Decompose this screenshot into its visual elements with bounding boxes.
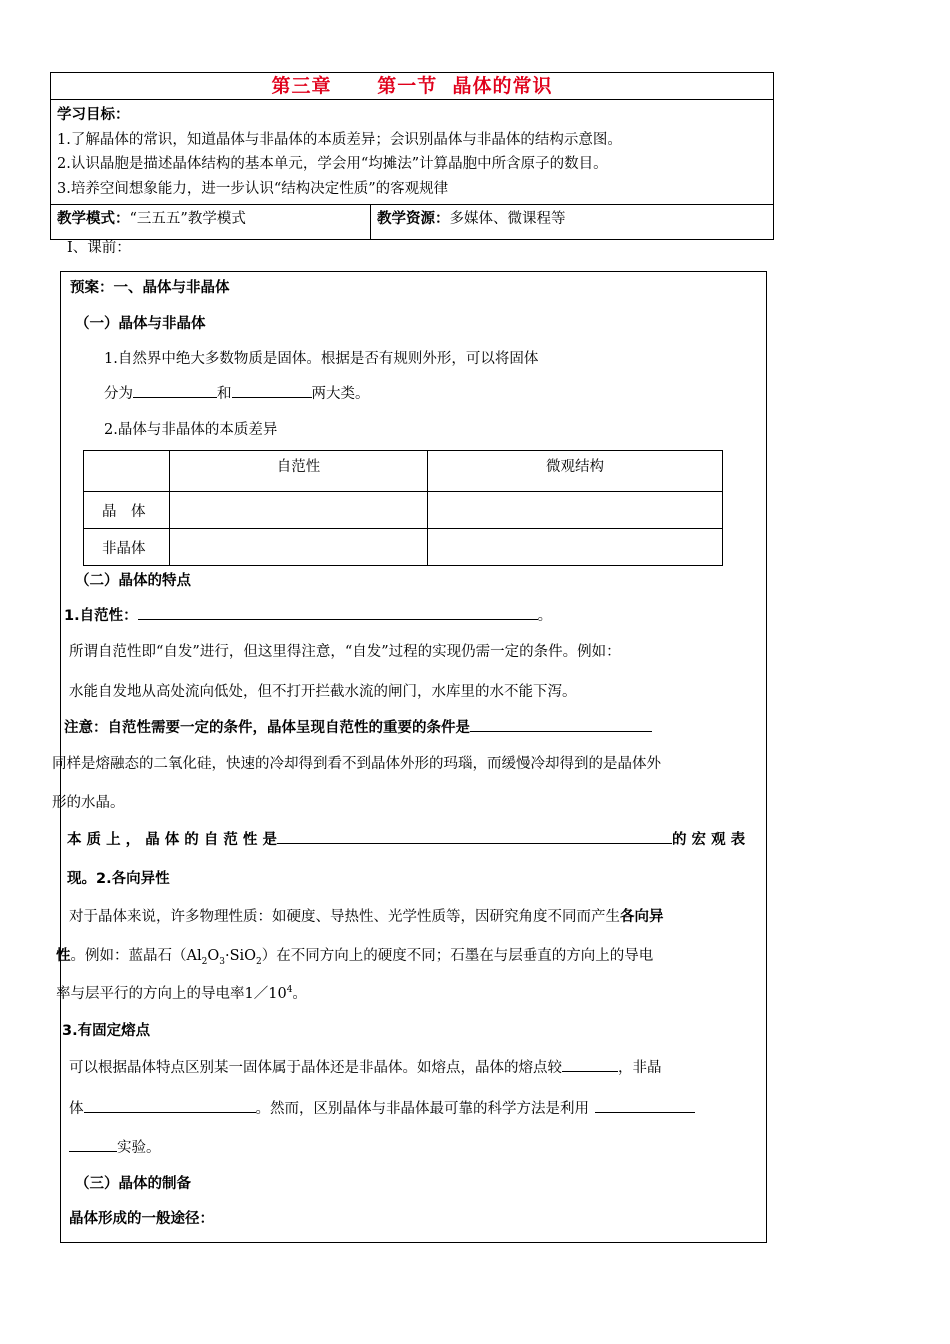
table-row-amorphous: 非晶体	[84, 529, 170, 566]
mode-cell	[51, 205, 371, 240]
goal-3: 3.培养空间想象能力，进一步认识“结构决定性质”的客观规律	[57, 180, 449, 197]
goal-2: 2.认识晶胞是描述晶体结构的基本单元，学会用“均摊法”计算晶胞中所含原子的数目。	[57, 156, 608, 172]
essence-end: 的 宏 观 表	[671, 832, 746, 848]
title-section: 第一节 晶体的常识	[377, 75, 553, 97]
note-para-1: 同样是熔融态的二氧化硅，快速的冷却得到看不到晶体外形的玛瑙，而缓慢冷却得到的是晶体外	[52, 756, 661, 772]
aniso-para-2	[56, 944, 653, 967]
para-1b	[104, 382, 370, 403]
mode-value: “三五五”教学模式	[129, 211, 246, 227]
para-1b-end: 两大类。	[311, 386, 370, 402]
aniso-term-2: 性	[56, 948, 71, 964]
mp-para-3	[69, 1136, 161, 1157]
cell-amorphous-self-form[interactable]	[170, 529, 428, 566]
aniso-term-1: 各向异	[620, 909, 664, 925]
title-chapter: 第三章	[271, 75, 332, 97]
trait-1-line	[64, 604, 552, 625]
para-1a: 1.自然界中绝大多数物质是固体。根据是否有规则外形，可以将固体	[104, 351, 539, 367]
cell-crystal-self-form[interactable]	[170, 492, 428, 529]
goal-1: 1.了解晶体的常识，知道晶体与非晶体的本质差异；会识别晶体与非晶体的结构示意图。	[57, 131, 622, 148]
mp-text-3: 实验。	[117, 1140, 161, 1156]
para-1b-start: 分为	[104, 386, 133, 402]
oxygen: O	[207, 948, 220, 964]
note-text: 注意：自范性需要一定的条件，晶体呈现自范性的重要的条件是	[64, 720, 470, 736]
preview-heading: 预案：一、晶体与非晶体	[70, 280, 230, 296]
table-header-self-form: 自范性	[170, 451, 428, 492]
resource-value: 多媒体、微课程等	[449, 211, 566, 227]
mp-text-1a: 可以根据晶体特点区别某一固体属于晶体还是非晶体。如熔点，晶体的熔点较	[69, 1060, 562, 1076]
sup-4: 4	[286, 985, 293, 996]
trait-1-label: 1.自范性：	[64, 608, 138, 624]
blank-self-form[interactable]	[138, 604, 538, 620]
cell-amorphous-structure[interactable]	[428, 529, 723, 566]
mp-text-2b: 。然而，区别晶体与非晶体最可靠的科学方法是利用	[255, 1101, 589, 1117]
comparison-table	[83, 450, 723, 566]
aniso-text-2c: ）在不同方向上的硬度不同；石墨在与层垂直的方向上的导电	[261, 948, 654, 964]
trait-1-para-2: 水能自发地从高处流向低处，但不打开拦截水流的闸门，水库里的水不能下泻。	[69, 684, 577, 700]
page-title	[51, 73, 774, 100]
para-2: 2.晶体与非晶体的本质差异	[104, 422, 278, 438]
resource-cell	[371, 205, 774, 240]
sub-2: 2	[201, 956, 208, 967]
aniso-text-2a: 。例如：蓝晶石（Al	[70, 948, 202, 964]
para-1b-and: 和	[217, 386, 232, 402]
sub-2b: 2	[256, 956, 262, 967]
aniso-text-3b: 。	[292, 986, 307, 1002]
trait-1-para-1: 所谓自范性即“自发”进行，但这里得注意，“自发”过程的实现仍需一定的条件。例如：	[69, 644, 621, 660]
aniso-para-1	[69, 905, 664, 926]
section-3-subtitle: 晶体形成的一般途径：	[69, 1211, 214, 1227]
blank-melting-high[interactable]	[562, 1056, 618, 1072]
header-table	[50, 72, 774, 240]
blank-method-cont[interactable]	[69, 1136, 117, 1152]
note-para-2: 形的水晶。	[52, 795, 125, 811]
aniso-para-3	[56, 982, 307, 1003]
pre-class-label: Ⅰ、课前：	[67, 240, 131, 256]
mode-label: 教学模式：	[57, 211, 130, 227]
section-1-title: （一）晶体与非晶体	[75, 316, 206, 332]
table-header-micro-structure: 微观结构	[428, 451, 723, 492]
section-2-title: （二）晶体的特点	[75, 573, 191, 589]
blank-essence[interactable]	[277, 828, 672, 844]
essence-start: 本 质 上 ， 晶 体 的 自 范 性 是	[67, 832, 277, 848]
silicon: ·SiO	[224, 948, 257, 964]
mp-para-1	[69, 1056, 662, 1077]
section-3-title: （三）晶体的制备	[75, 1176, 191, 1192]
blank-crystal[interactable]	[133, 382, 217, 398]
essence-line	[67, 828, 745, 849]
table-header-empty	[84, 451, 170, 492]
mp-text-1b: ，非晶	[618, 1060, 662, 1076]
table-row-crystal: 晶 体	[84, 492, 170, 529]
goals-label: 学习目标：	[57, 107, 130, 123]
melting-point-title: 3.有固定熔点	[62, 1023, 151, 1039]
blank-method[interactable]	[595, 1097, 695, 1113]
goals-cell	[51, 100, 774, 205]
blank-melting-none[interactable]	[84, 1097, 256, 1113]
aniso-text-1: 对于晶体来说，许多物理性质：如硬度、导热性、光学性质等，因研究角度不同而产生	[69, 909, 620, 925]
sub-3: 3	[219, 956, 225, 967]
essence-cont: 现。2.各向异性	[67, 871, 170, 887]
aniso-text-3a: 率与层平行的方向上的导电率1／10	[56, 986, 287, 1002]
blank-condition[interactable]	[470, 716, 652, 732]
cell-crystal-structure[interactable]	[428, 492, 723, 529]
resource-label: 教学资源：	[377, 211, 450, 227]
blank-amorphous[interactable]	[232, 382, 312, 398]
mp-para-2	[69, 1097, 695, 1118]
note-line	[64, 716, 652, 737]
mp-text-2a: 体	[69, 1101, 84, 1117]
trait-1-end: 。	[537, 608, 553, 624]
